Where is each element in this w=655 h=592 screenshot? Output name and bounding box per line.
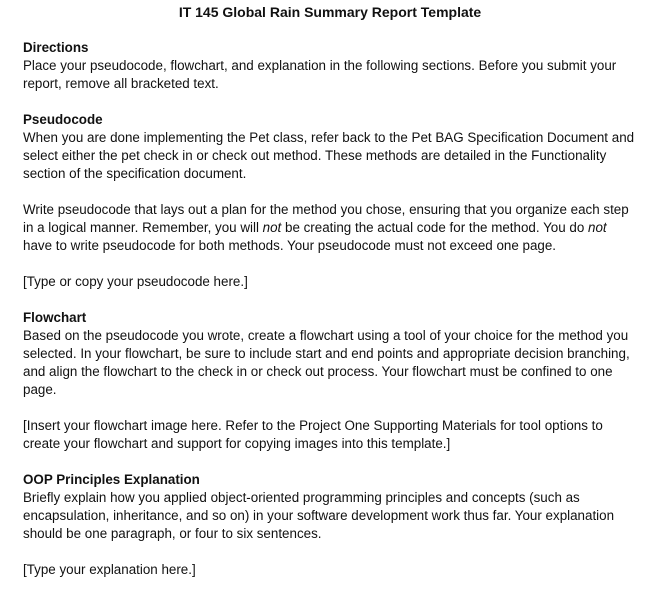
pseudocode-guidance-part-b: be creating the actual code for the method. You do: [281, 220, 588, 235]
pseudocode-placeholder[interactable]: [Type or copy your pseudocode here.]: [23, 274, 248, 289]
pseudocode-instructions: When you are done implementing the Pet class, refer back to the Pet BAG Specification Document and select either the pet check in or check out method. These methods are detailed in the Functionality section of the specification document.: [23, 130, 635, 181]
flowchart-section: [23, 309, 637, 453]
directions-body: Place your pseudocode, flowchart, and explanation in the following sections. Before you submit your report, remove all bracketed text.: [23, 58, 617, 91]
directions-heading: Directions: [23, 40, 89, 55]
spacer: [23, 93, 637, 111]
spacer: [23, 255, 637, 273]
pseudocode-guidance: [23, 201, 637, 255]
spacer: [23, 453, 637, 471]
spacer: [23, 399, 637, 417]
pseudocode-heading: Pseudocode: [23, 112, 103, 127]
oop-instructions: Briefly explain how you applied object-oriented programming principles and concepts (such as encapsulation, inheritance, and so on) in your software development work thus far. Your explanation should be one paragraph, or four to six sentences.: [23, 490, 615, 541]
pseudocode-guidance-emphasis-2: not: [588, 220, 607, 235]
document-title: IT 145 Global Rain Summary Report Template: [178, 4, 482, 20]
oop-section: [23, 471, 637, 579]
spacer: [23, 543, 637, 561]
flowchart-heading: Flowchart: [23, 310, 87, 325]
flowchart-placeholder[interactable]: [Insert your flowchart image here. Refer to the Project One Supporting Materials for tool options to create your flowchart and support for copying images into this template.]: [23, 418, 603, 451]
flowchart-instructions: Based on the pseudocode you wrote, create a flowchart using a tool of your choice for the method you selected. In your flowchart, be sure to include start and end points and appropriate decision branching, and align the flowchart to the check in or check out process. Your flowchart must be confined to one page.: [23, 328, 630, 397]
pseudocode-guidance-part-a: Write pseudocode that lays out a plan for the method you chose, ensuring that you organize each step in a logical manner. Remember, you will: [23, 202, 629, 235]
spacer: [23, 291, 637, 309]
pseudocode-section: [23, 111, 637, 291]
oop-heading: OOP Principles Explanation: [23, 472, 200, 487]
directions-section: [23, 39, 637, 93]
oop-placeholder[interactable]: [Type your explanation here.]: [23, 562, 196, 577]
spacer: [23, 183, 637, 201]
pseudocode-guidance-emphasis-1: not: [262, 220, 282, 235]
pseudocode-guidance-part-c: have to write pseudocode for both methods. Your pseudocode must not exceed one page.: [23, 238, 557, 253]
